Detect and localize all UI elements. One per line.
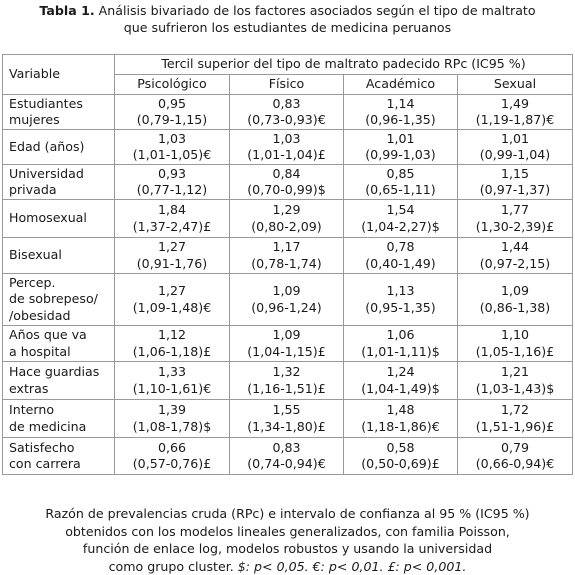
row-label bbox=[3, 130, 115, 165]
confidence-interval: (0,86-1,38) bbox=[464, 300, 566, 317]
row-label-line: Edad (años) bbox=[9, 139, 108, 156]
row-label-line: Satisfecho bbox=[9, 440, 108, 457]
value-cell bbox=[458, 238, 573, 274]
point-estimate: 1,09 bbox=[236, 283, 337, 300]
point-estimate: 1,27 bbox=[121, 283, 223, 300]
value-cell bbox=[458, 362, 573, 400]
row-label bbox=[3, 95, 115, 130]
point-estimate: 1,54 bbox=[350, 202, 451, 219]
value-cell bbox=[115, 438, 230, 475]
value-cell bbox=[115, 326, 230, 362]
point-estimate: 0,83 bbox=[236, 96, 337, 113]
confidence-interval: (0,99-1,03) bbox=[350, 147, 451, 164]
row-label-line: Bisexual bbox=[9, 247, 108, 264]
table-row bbox=[3, 200, 573, 238]
value-cell bbox=[115, 165, 230, 200]
value-cell bbox=[115, 362, 230, 400]
value-cell bbox=[230, 362, 344, 400]
row-label bbox=[3, 165, 115, 200]
value-cell bbox=[230, 165, 344, 200]
footnote-line: función de enlace log, modelos robustos y usando la universidad bbox=[0, 540, 575, 558]
row-label-line: Percep. bbox=[9, 275, 108, 292]
variable-header: Variable bbox=[3, 55, 115, 95]
footnote-line: obtenidos con los modelos lineales generalizados, con familia Poisson, bbox=[0, 523, 575, 541]
value-cell bbox=[230, 400, 344, 438]
confidence-interval: (0,79-1,15) bbox=[121, 112, 223, 129]
value-cell bbox=[115, 200, 230, 238]
confidence-interval: (1,08-1,78)$ bbox=[121, 419, 223, 436]
point-estimate: 1,27 bbox=[121, 239, 223, 256]
row-label-line: Años que va bbox=[9, 327, 108, 344]
confidence-interval: (1,51-1,96)£ bbox=[464, 419, 566, 436]
value-cell bbox=[115, 130, 230, 165]
confidence-interval: (1,19-1,87)€ bbox=[464, 112, 566, 129]
confidence-interval: (0,91-1,76) bbox=[121, 256, 223, 273]
value-cell bbox=[344, 130, 458, 165]
row-label-line: Hace guardias bbox=[9, 364, 108, 381]
point-estimate: 1,03 bbox=[236, 131, 337, 148]
column-header: Psicológico bbox=[115, 75, 230, 95]
value-cell bbox=[230, 200, 344, 238]
point-estimate: 0,93 bbox=[121, 166, 223, 183]
value-cell bbox=[458, 438, 573, 475]
row-label bbox=[3, 438, 115, 475]
group-header: Tercil superior del tipo de maltrato padecido RPc (IC95 %) bbox=[115, 55, 573, 75]
confidence-interval: (1,04-1,49)$ bbox=[350, 381, 451, 398]
confidence-interval: (1,01-1,05)€ bbox=[121, 147, 223, 164]
confidence-interval: (1,05-1,16)£ bbox=[464, 344, 566, 361]
table-row bbox=[3, 326, 573, 362]
point-estimate: 1,14 bbox=[350, 96, 451, 113]
confidence-interval: (0,95-1,35) bbox=[350, 300, 451, 317]
data-table bbox=[2, 54, 573, 475]
confidence-interval: (0,97-1,37) bbox=[464, 182, 566, 199]
point-estimate: 1,01 bbox=[464, 131, 566, 148]
row-label bbox=[3, 362, 115, 400]
point-estimate: 1,33 bbox=[121, 364, 223, 381]
value-cell bbox=[115, 400, 230, 438]
point-estimate: 1,21 bbox=[464, 364, 566, 381]
value-cell bbox=[115, 238, 230, 274]
point-estimate: 0,85 bbox=[350, 166, 451, 183]
value-cell bbox=[458, 95, 573, 130]
row-label-line: de medicina bbox=[9, 419, 108, 436]
point-estimate: 1,77 bbox=[464, 202, 566, 219]
confidence-interval: (1,16-1,51)£ bbox=[236, 381, 337, 398]
point-estimate: 1,48 bbox=[350, 402, 451, 419]
footnote-text: como grupo cluster. bbox=[109, 559, 238, 574]
point-estimate: 1,84 bbox=[121, 202, 223, 219]
point-estimate: 1,13 bbox=[350, 283, 451, 300]
confidence-interval: (1,09-1,48)€ bbox=[121, 300, 223, 317]
row-label-line: mujeres bbox=[9, 112, 108, 129]
row-label-line: de sobrepeso/ bbox=[9, 291, 108, 308]
confidence-interval: (0,96-1,35) bbox=[350, 112, 451, 129]
confidence-interval: (1,37-2,47)£ bbox=[121, 219, 223, 236]
value-cell bbox=[115, 95, 230, 130]
value-cell bbox=[344, 165, 458, 200]
row-label-line: Homosexual bbox=[9, 210, 108, 227]
confidence-interval: (0,77-1,12) bbox=[121, 182, 223, 199]
footnote-line: Razón de prevalencias cruda (RPc) e intervalo de confianza al 95 % (IC95 %) bbox=[0, 505, 575, 523]
value-cell bbox=[344, 200, 458, 238]
point-estimate: 0,95 bbox=[121, 96, 223, 113]
point-estimate: 0,66 bbox=[121, 440, 223, 457]
confidence-interval: (1,06-1,18)£ bbox=[121, 344, 223, 361]
point-estimate: 1,72 bbox=[464, 402, 566, 419]
column-header: Académico bbox=[344, 75, 458, 95]
point-estimate: 1,15 bbox=[464, 166, 566, 183]
row-label-line: privada bbox=[9, 182, 108, 199]
confidence-interval: (1,04-2,27)$ bbox=[350, 219, 451, 236]
point-estimate: 0,84 bbox=[236, 166, 337, 183]
confidence-interval: (1,34-1,80)£ bbox=[236, 419, 337, 436]
confidence-interval: (0,57-0,76)£ bbox=[121, 456, 223, 473]
value-cell bbox=[230, 130, 344, 165]
point-estimate: 1,09 bbox=[236, 327, 337, 344]
point-estimate: 1,32 bbox=[236, 364, 337, 381]
confidence-interval: (0,97-2,15) bbox=[464, 256, 566, 273]
row-label-line: Universidad bbox=[9, 166, 108, 183]
row-label-line: extras bbox=[9, 381, 108, 398]
table-row bbox=[3, 95, 573, 130]
caption-line-2: que sufrieron los estudiantes de medicina peruanos bbox=[0, 19, 575, 36]
table-row bbox=[3, 274, 573, 326]
row-label bbox=[3, 326, 115, 362]
value-cell bbox=[344, 326, 458, 362]
point-estimate: 1,55 bbox=[236, 402, 337, 419]
point-estimate: 1,09 bbox=[464, 283, 566, 300]
row-label bbox=[3, 200, 115, 238]
value-cell bbox=[458, 130, 573, 165]
header-row-1 bbox=[3, 55, 573, 75]
point-estimate: 1,49 bbox=[464, 96, 566, 113]
point-estimate: 1,29 bbox=[236, 202, 337, 219]
value-cell bbox=[230, 274, 344, 326]
confidence-interval: (0,74-0,94)€ bbox=[236, 456, 337, 473]
confidence-interval: (1,04-1,15)£ bbox=[236, 344, 337, 361]
value-cell bbox=[458, 274, 573, 326]
confidence-interval: (0,66-0,94)€ bbox=[464, 456, 566, 473]
row-label-line: /obesidad bbox=[9, 308, 108, 325]
confidence-interval: (0,96-1,24) bbox=[236, 300, 337, 317]
row-label-line: con carrera bbox=[9, 456, 108, 473]
point-estimate: 1,12 bbox=[121, 327, 223, 344]
footnote-line bbox=[0, 558, 575, 575]
row-label-line: a hospital bbox=[9, 344, 108, 361]
confidence-interval: (0,65-1,11) bbox=[350, 182, 451, 199]
value-cell bbox=[344, 274, 458, 326]
value-cell bbox=[344, 438, 458, 475]
confidence-interval: (0,40-1,49) bbox=[350, 256, 451, 273]
point-estimate: 1,39 bbox=[121, 402, 223, 419]
confidence-interval: (0,70-0,99)$ bbox=[236, 182, 337, 199]
value-cell bbox=[458, 400, 573, 438]
value-cell bbox=[230, 95, 344, 130]
caption-text-1: Análisis bivariado de los factores asociados según el tipo de maltrato bbox=[95, 3, 536, 18]
confidence-interval: (0,78-1,74) bbox=[236, 256, 337, 273]
value-cell bbox=[458, 165, 573, 200]
point-estimate: 0,58 bbox=[350, 440, 451, 457]
row-label bbox=[3, 274, 115, 326]
value-cell bbox=[458, 326, 573, 362]
significance-legend: $: p< 0,05. €: p< 0,01. £: p< 0,001. bbox=[238, 559, 467, 574]
confidence-interval: (1,01-1,11)$ bbox=[350, 344, 451, 361]
point-estimate: 1,01 bbox=[350, 131, 451, 148]
row-label-line: Interno bbox=[9, 402, 108, 419]
confidence-interval: (0,80-2,09) bbox=[236, 219, 337, 236]
value-cell bbox=[230, 326, 344, 362]
value-cell bbox=[458, 200, 573, 238]
point-estimate: 0,83 bbox=[236, 440, 337, 457]
confidence-interval: (1,01-1,04)£ bbox=[236, 147, 337, 164]
table-caption bbox=[0, 2, 575, 36]
value-cell bbox=[344, 400, 458, 438]
point-estimate: 1,10 bbox=[464, 327, 566, 344]
value-cell bbox=[230, 438, 344, 475]
table-row bbox=[3, 438, 573, 475]
confidence-interval: (1,18-1,86)€ bbox=[350, 419, 451, 436]
table-row bbox=[3, 238, 573, 274]
table-row bbox=[3, 165, 573, 200]
point-estimate: 0,78 bbox=[350, 239, 451, 256]
confidence-interval: (1,10-1,61)€ bbox=[121, 381, 223, 398]
column-header: Sexual bbox=[458, 75, 573, 95]
caption-label: Tabla 1. bbox=[39, 3, 94, 18]
table-row bbox=[3, 362, 573, 400]
confidence-interval: (0,73-0,93)€ bbox=[236, 112, 337, 129]
footnote bbox=[0, 505, 575, 575]
value-cell bbox=[115, 274, 230, 326]
row-label bbox=[3, 238, 115, 274]
point-estimate: 1,06 bbox=[350, 327, 451, 344]
row-label-line: Estudiantes bbox=[9, 96, 108, 113]
confidence-interval: (1,30-2,39)£ bbox=[464, 219, 566, 236]
point-estimate: 1,24 bbox=[350, 364, 451, 381]
confidence-interval: (1,03-1,43)$ bbox=[464, 381, 566, 398]
value-cell bbox=[344, 238, 458, 274]
value-cell bbox=[344, 95, 458, 130]
table-row bbox=[3, 400, 573, 438]
point-estimate: 1,03 bbox=[121, 131, 223, 148]
table-row bbox=[3, 130, 573, 165]
confidence-interval: (0,50-0,69)£ bbox=[350, 456, 451, 473]
point-estimate: 1,17 bbox=[236, 239, 337, 256]
row-label bbox=[3, 400, 115, 438]
point-estimate: 0,79 bbox=[464, 440, 566, 457]
column-header: Físico bbox=[230, 75, 344, 95]
point-estimate: 1,44 bbox=[464, 239, 566, 256]
confidence-interval: (0,99-1,04) bbox=[464, 147, 566, 164]
value-cell bbox=[344, 362, 458, 400]
caption-line-1 bbox=[0, 2, 575, 19]
value-cell bbox=[230, 238, 344, 274]
